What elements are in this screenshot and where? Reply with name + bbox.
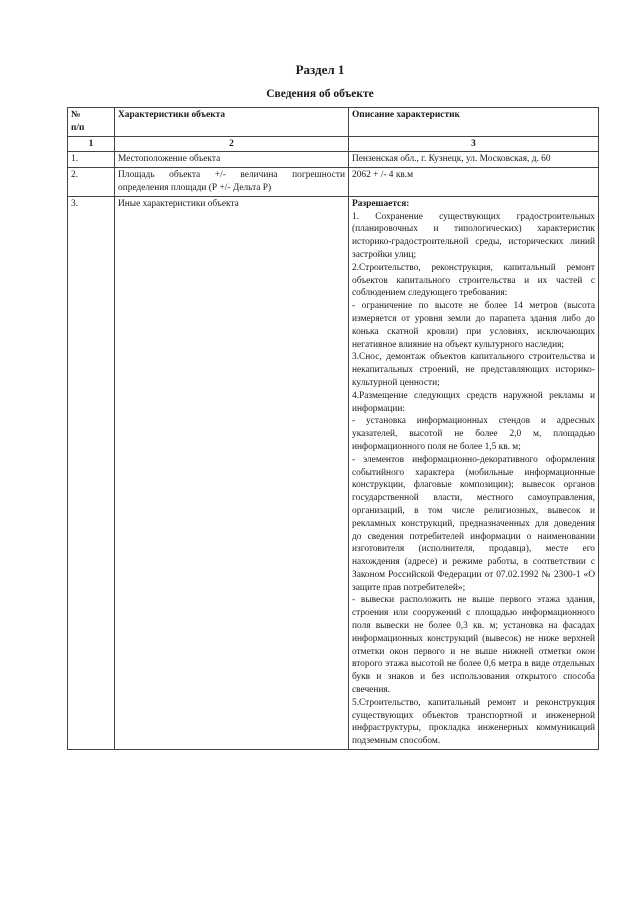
header-number-line: № bbox=[71, 110, 81, 120]
row-description: 2062 + /- 4 кв.м bbox=[349, 168, 599, 197]
column-number: 1 bbox=[68, 136, 115, 152]
permitted-item: 2.Строительство, реконструкция, капитальный ремонт объектов капитального строительства и их частей с соблюдением следующего требования: bbox=[352, 262, 595, 299]
row-number: 2. bbox=[68, 168, 115, 197]
header-characteristics: Характеристики объекта bbox=[115, 108, 349, 137]
header-number bbox=[68, 108, 115, 137]
row-number: 1. bbox=[68, 152, 115, 168]
row-characteristic: Площадь объекта +/- величина погрешности определения площади (Р +/- Дельта Р) bbox=[115, 168, 349, 197]
object-info-table bbox=[67, 107, 599, 750]
column-number: 3 bbox=[349, 136, 599, 152]
permitted-item: 5.Строительство, капитальный ремонт и реконструкция существующих объектов транспортной и инженерной инфраструктуры, прокладка инженерных коммуникаций подземным способом. bbox=[352, 697, 595, 747]
column-number: 2 bbox=[115, 136, 349, 152]
row-characteristic: Местоположение объекта bbox=[115, 152, 349, 168]
permitted-item: - элементов информационно-декоративного оформления событийного характера (мобильные информационные конструкции, флаговые композиции); вывесок органов государственной власти, местного самоуправления, организаций, в том числе религиозных, вывесок и рекламных конструкций, предназначенных для доведения до сведения потребителей информации о наименовании изготовителя (исполнителя, продавца), месте его нахождения (адресе) и режиме работы, в соответствии с Законом Российской Федерации от 07.02.1992 № 2300-1 «О защите прав потребителей»; bbox=[352, 454, 595, 593]
permitted-item: 4.Размещение следующих средств наружной рекламы и информации: bbox=[352, 390, 595, 414]
permitted-item: - вывески расположить не выше первого этажа здания, строения или сооружений с площадью информационного поля вывески не более 0,3 кв. м; установка на фасадах информационных конструкций (вывесок) не ниже верхней отметки окон первого и не выше нижней отметки окон второго этажа высотой не более 0,6 метра в виде отдельных букв и знаков и без использования открытого способа свечения. bbox=[352, 595, 595, 696]
table-row bbox=[68, 196, 599, 749]
row-description: Пензенская обл., г. Кузнецк, ул. Московская, д. 60 bbox=[349, 152, 599, 168]
header-description: Описание характеристик bbox=[349, 108, 599, 137]
permitted-item: 1. Сохранение существующих градостроительных (планировочных и типологических) характеристик историко-градостроительной среды, исторических линий застройки улиц; bbox=[352, 211, 595, 260]
permitted-item: 3.Снос, демонтаж объектов капитального строительства и некапитальных строений, не представляющих историко-культурной ценности; bbox=[352, 352, 595, 388]
row-characteristic: Иные характеристики объекта bbox=[115, 196, 349, 749]
row-description bbox=[349, 196, 599, 749]
column-numbers-row bbox=[68, 136, 599, 152]
permitted-item: - установка информационных стендов и адресных указателей, высотой не более 2,0 м, площадью информационного поля не более 1,5 кв. м; bbox=[352, 416, 595, 452]
section-subtitle: Сведения об объекте bbox=[266, 88, 374, 100]
row-number: 3. bbox=[68, 196, 115, 749]
table-header-row bbox=[68, 108, 599, 137]
section-title: Раздел 1 bbox=[295, 62, 345, 77]
permitted-heading: Разрешается: bbox=[352, 198, 410, 209]
table-row bbox=[68, 168, 599, 197]
table-row bbox=[68, 152, 599, 168]
permitted-item: - ограничение по высоте не более 14 метров (высота измеряется от уровня земли до парапета здания либо до конька скатной кровли) при условиях, исключающих негативное влияние на объект культурного наследия; bbox=[352, 301, 595, 350]
header-number-line: п/п bbox=[71, 122, 85, 133]
